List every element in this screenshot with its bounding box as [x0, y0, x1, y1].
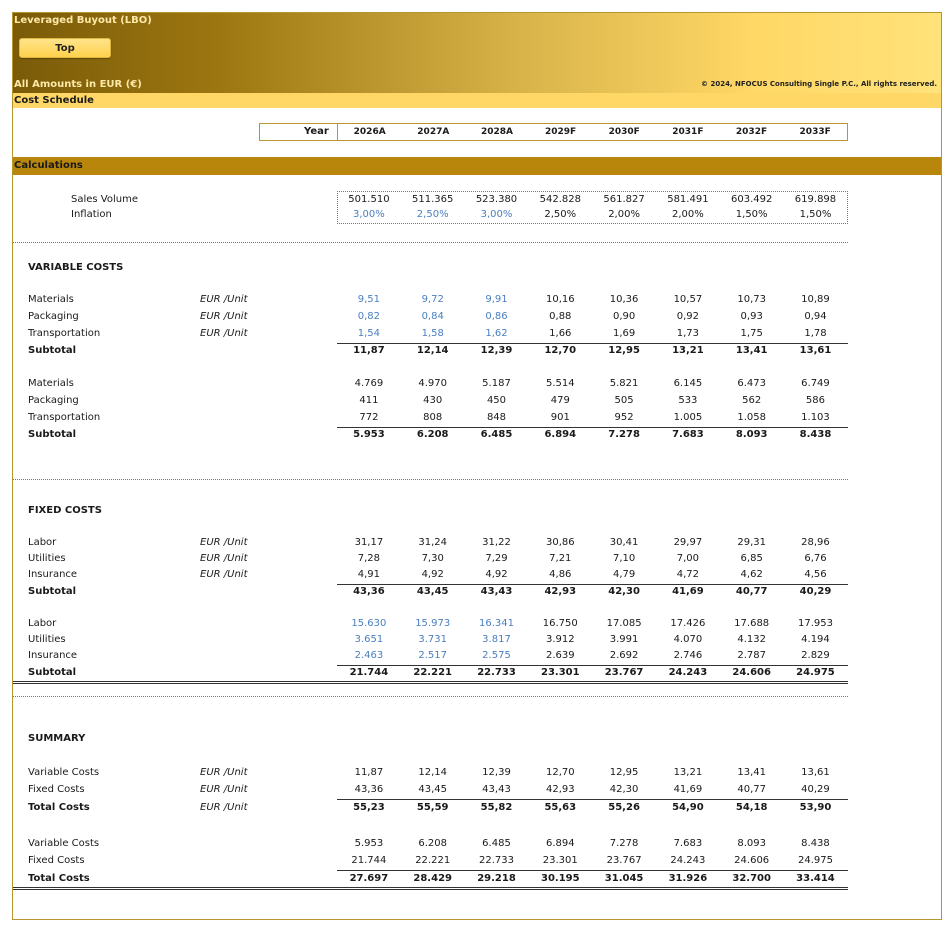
row-label: Utilities	[28, 634, 66, 645]
year-cell: 2026A	[353, 127, 386, 137]
cell-value: 8.438	[799, 429, 832, 440]
cell-value: 23.301	[542, 855, 578, 866]
top-button[interactable]: Top	[19, 38, 111, 58]
cell-value: 411	[359, 395, 379, 406]
cell-value: 1,75	[740, 328, 763, 339]
cell-value: 6.749	[801, 378, 830, 389]
cell-value: 13,41	[737, 767, 766, 778]
cell-value: 31,24	[418, 537, 448, 548]
cell-value: 12,14	[418, 767, 448, 778]
row-label: Utilities	[28, 553, 66, 564]
cell-value: 12,39	[480, 345, 513, 356]
table-row	[13, 634, 941, 648]
subtotal-row	[13, 667, 941, 681]
row-label: Sales Volume	[71, 194, 138, 205]
cell-value[interactable]: 1,62	[485, 328, 508, 339]
calculations-bar: Calculations	[13, 157, 941, 175]
double-divider	[13, 887, 848, 890]
cell-value: 772	[359, 412, 379, 423]
row-label: Insurance	[28, 650, 78, 661]
cell-value: 5.187	[482, 378, 511, 389]
cell-value: 5.953	[353, 429, 385, 440]
cell-value: 8.093	[737, 838, 766, 849]
cell-value: 3.912	[545, 634, 575, 645]
cell-value: 11,87	[354, 767, 384, 778]
table-row	[13, 855, 941, 869]
cell-value: 13,21	[672, 345, 704, 356]
cell-value: 8.438	[801, 838, 830, 849]
cell-value: 0,92	[676, 311, 700, 322]
cell-value: 24.243	[668, 667, 708, 678]
cell-value: 501.510	[348, 194, 390, 205]
cell-value: 430	[423, 395, 443, 406]
header-banner	[13, 13, 941, 93]
section-title: Cost Schedule	[13, 93, 941, 108]
table-row	[13, 569, 941, 583]
section-divider	[13, 479, 848, 480]
cell-value: 55,63	[544, 802, 577, 813]
year-cell: 2030F	[608, 127, 640, 137]
table-row	[13, 311, 941, 325]
cell-value[interactable]: 3,00%	[480, 209, 513, 220]
cell-value: 30,86	[545, 537, 575, 548]
cell-value: 4.070	[673, 634, 703, 645]
row-label: Transportation	[28, 328, 101, 339]
cell-value: 6.894	[544, 429, 577, 440]
cell-value: 619.898	[794, 194, 837, 205]
cell-value[interactable]: 3.817	[482, 634, 511, 645]
cell-value: 24.243	[670, 855, 706, 866]
cell-value: 23.767	[606, 855, 642, 866]
year-cell: 2031F	[672, 127, 704, 137]
cell-value: 43,36	[354, 784, 384, 795]
cell-value: 2,00%	[608, 209, 640, 220]
cell-value[interactable]: 3,00%	[353, 209, 385, 220]
cell-value[interactable]: 9,91	[485, 294, 508, 305]
cell-value: 24.606	[734, 855, 770, 866]
cell-value: 10,89	[801, 294, 830, 305]
cell-value: 23.301	[540, 667, 580, 678]
cell-value: 4,92	[485, 569, 508, 580]
cell-value: 31.045	[604, 873, 644, 884]
cell-value: 13,41	[735, 345, 768, 356]
year-cell: 2032F	[735, 127, 768, 137]
row-label: Total Costs	[28, 873, 90, 884]
cell-value[interactable]: 3.731	[418, 634, 448, 645]
subtotal-row	[13, 586, 941, 600]
year-cell: 2028A	[480, 127, 513, 137]
table-row	[13, 194, 941, 208]
cell-value: 10,57	[673, 294, 703, 305]
cell-value: 4.194	[801, 634, 830, 645]
unit-label: EUR /Unit	[200, 537, 248, 548]
cell-value: 2.746	[673, 650, 703, 661]
cell-value: 4,62	[740, 569, 763, 580]
cell-value: 12,70	[545, 767, 575, 778]
cell-value: 21.744	[351, 855, 387, 866]
cell-value: 0,88	[549, 311, 572, 322]
cell-value: 30.195	[540, 873, 580, 884]
unit-label: EUR /Unit	[200, 569, 248, 580]
cell-value: 1.103	[801, 412, 830, 423]
cell-value[interactable]: 2.463	[354, 650, 384, 661]
cell-value: 42,93	[545, 784, 575, 795]
cell-value: 40,77	[735, 586, 768, 597]
cell-value: 12,95	[609, 767, 639, 778]
model-title: Leveraged Buyout (LBO)	[14, 15, 152, 26]
cell-value[interactable]: 0,82	[357, 311, 381, 322]
cell-value: 55,26	[608, 802, 640, 813]
cell-value[interactable]: 1,54	[357, 328, 381, 339]
cell-value: 6.208	[418, 838, 448, 849]
total-row	[13, 802, 941, 816]
cell-value: 27.697	[349, 873, 389, 884]
cell-value[interactable]: 16.341	[478, 618, 514, 629]
cell-value: 6,85	[740, 553, 763, 564]
cell-value: 12,70	[544, 345, 577, 356]
table-row	[13, 767, 941, 781]
cell-value[interactable]: 15.630	[351, 618, 387, 629]
cell-value: 24.975	[796, 667, 835, 678]
cell-value: 13,21	[673, 767, 703, 778]
cell-value: 10,36	[609, 294, 639, 305]
cell-value: 33.414	[796, 873, 835, 884]
cell-value: 28.429	[413, 873, 452, 884]
cell-value: 542.828	[539, 194, 581, 205]
cell-value: 6.485	[482, 838, 511, 849]
cell-value: 2.639	[545, 650, 575, 661]
cell-value: 6.894	[545, 838, 575, 849]
row-label: Fixed Costs	[28, 855, 85, 866]
cell-value: 30,41	[609, 537, 639, 548]
cell-value: 479	[550, 395, 570, 406]
cell-value: 13,61	[801, 767, 830, 778]
cell-value: 43,36	[353, 586, 385, 597]
row-label: Subtotal	[28, 586, 77, 597]
row-label: Variable Costs	[28, 767, 100, 778]
cell-value: 7,00	[676, 553, 700, 564]
year-label: Year	[260, 124, 338, 140]
table-row	[13, 553, 941, 567]
cell-value: 586	[805, 395, 826, 406]
cell-value: 4,56	[804, 569, 827, 580]
year-cell: 2033F	[799, 127, 831, 137]
cell-value: 40,77	[737, 784, 766, 795]
cell-value: 29,31	[737, 537, 766, 548]
year-cell: 2029F	[544, 127, 577, 137]
cell-value: 42,30	[609, 784, 639, 795]
table-row	[13, 784, 941, 798]
row-label: Materials	[28, 378, 74, 389]
cell-value: 22.733	[477, 667, 516, 678]
divider	[337, 665, 848, 666]
cell-value: 42,93	[544, 586, 577, 597]
cell-value: 16.750	[542, 618, 578, 629]
cell-value: 55,59	[416, 802, 449, 813]
table-row	[13, 618, 941, 632]
cell-value: 43,43	[482, 784, 511, 795]
divider	[337, 584, 848, 585]
row-label: Materials	[28, 294, 74, 305]
cell-value: 17.953	[797, 618, 833, 629]
cell-value: 40,29	[799, 586, 832, 597]
cell-value: 31.926	[668, 873, 708, 884]
cell-value: 29.218	[477, 873, 516, 884]
table-row	[13, 537, 941, 551]
cell-value: 10,16	[545, 294, 575, 305]
cell-value: 42,30	[608, 586, 640, 597]
cell-value[interactable]: 2.575	[482, 650, 511, 661]
cell-value: 1.005	[673, 412, 703, 423]
cell-value: 22.221	[415, 855, 451, 866]
cell-value: 5.514	[545, 378, 575, 389]
row-label: Packaging	[28, 395, 79, 406]
cell-value: 2,00%	[671, 209, 704, 220]
cell-value: 2.829	[801, 650, 830, 661]
cell-value: 1,50%	[799, 209, 832, 220]
cell-value[interactable]: 1,58	[421, 328, 444, 339]
unit-label: EUR /Unit	[200, 294, 248, 305]
cell-value: 4.970	[418, 378, 448, 389]
cell-value: 2.787	[737, 650, 766, 661]
table-row	[13, 650, 941, 664]
table-row	[13, 838, 941, 852]
cell-value: 5.953	[354, 838, 384, 849]
cell-value: 4,72	[676, 569, 700, 580]
subtotal-row	[13, 429, 941, 443]
cell-value: 450	[486, 395, 507, 406]
cell-value: 55,23	[353, 802, 385, 813]
cell-value: 17.688	[734, 618, 770, 629]
cell-value: 4,86	[549, 569, 572, 580]
cell-value: 1.058	[737, 412, 766, 423]
cell-value: 2.692	[609, 650, 639, 661]
cell-value: 29,97	[673, 537, 703, 548]
cell-value[interactable]: 9,72	[421, 294, 444, 305]
cell-value: 1,73	[676, 328, 700, 339]
cell-value: 53,90	[799, 802, 832, 813]
cell-value: 4.132	[737, 634, 766, 645]
cell-value[interactable]: 15.973	[415, 618, 451, 629]
cell-value: 4.769	[354, 378, 384, 389]
cell-value: 7,29	[485, 553, 508, 564]
cell-value[interactable]: 2.517	[418, 650, 448, 661]
row-label: Subtotal	[28, 667, 77, 678]
cell-value: 5.821	[609, 378, 639, 389]
cell-value: 13,61	[799, 345, 832, 356]
cell-value: 7,10	[612, 553, 636, 564]
cell-value: 12,95	[608, 345, 640, 356]
cell-value: 55,82	[480, 802, 513, 813]
divider	[337, 870, 848, 871]
cell-value: 43,45	[416, 586, 449, 597]
unit-label: EUR /Unit	[200, 553, 248, 564]
cell-value: 7,30	[421, 553, 444, 564]
cell-value[interactable]: 3.651	[354, 634, 384, 645]
cell-value: 1,78	[804, 328, 827, 339]
cell-value: 7,21	[549, 553, 572, 564]
unit-label: EUR /Unit	[200, 311, 248, 322]
cell-value: 952	[614, 412, 634, 423]
cell-value: 31,22	[482, 537, 511, 548]
unit-label: EUR /Unit	[200, 328, 248, 339]
row-label: Insurance	[28, 569, 78, 580]
cell-value: 32.700	[732, 873, 771, 884]
cell-value[interactable]: 0,84	[421, 311, 444, 322]
cell-value: 11,87	[353, 345, 385, 356]
currency-note: All Amounts in EUR (€)	[14, 79, 142, 90]
copyright: © 2024, NFOCUS Consulting Single P.C., All rights reserved.	[701, 80, 937, 88]
cell-value: 561.827	[603, 194, 645, 205]
cell-value: 4,92	[421, 569, 444, 580]
cell-value[interactable]: 2,50%	[416, 209, 449, 220]
cell-value: 1,69	[612, 328, 636, 339]
cell-value: 8.093	[735, 429, 768, 440]
unit-label: EUR /Unit	[200, 802, 248, 813]
cell-value: 23.767	[604, 667, 644, 678]
row-label: Fixed Costs	[28, 784, 85, 795]
cell-value: 43,45	[418, 784, 448, 795]
cell-value: 581.491	[667, 194, 709, 205]
cell-value: 2,50%	[544, 209, 577, 220]
cell-value: 22.221	[413, 667, 452, 678]
cell-value: 54,18	[735, 802, 768, 813]
cell-value: 12,39	[482, 767, 511, 778]
cell-value[interactable]: 9,51	[357, 294, 381, 305]
cell-value: 6.485	[480, 429, 513, 440]
cell-value: 848	[486, 412, 507, 423]
year-header-row	[259, 123, 848, 141]
table-row	[13, 328, 941, 342]
spreadsheet	[12, 12, 942, 920]
section-header: SUMMARY	[28, 733, 86, 744]
section-header: VARIABLE COSTS	[28, 262, 124, 273]
cell-value: 12,14	[416, 345, 449, 356]
cell-value: 6,76	[804, 553, 827, 564]
cell-value: 6.473	[737, 378, 766, 389]
row-label: Subtotal	[28, 345, 77, 356]
cell-value: 6.145	[673, 378, 703, 389]
cell-value: 4,79	[612, 569, 636, 580]
table-row	[13, 294, 941, 308]
subtotal-row	[13, 345, 941, 359]
cell-value: 7.278	[608, 429, 640, 440]
table-row	[13, 209, 941, 223]
cell-value: 1,66	[549, 328, 572, 339]
table-row	[13, 395, 941, 409]
cell-value: 0,90	[612, 311, 636, 322]
cell-value: 28,96	[801, 537, 830, 548]
total-row	[13, 873, 941, 887]
cell-value: 40,29	[801, 784, 830, 795]
divider	[337, 799, 848, 800]
table-row	[13, 412, 941, 426]
cell-value[interactable]: 0,86	[485, 311, 508, 322]
row-label: Transportation	[28, 412, 101, 423]
divider	[337, 427, 848, 428]
table-row	[13, 378, 941, 392]
unit-label: EUR /Unit	[200, 767, 248, 778]
cell-value: 808	[423, 412, 443, 423]
cell-value: 17.426	[670, 618, 706, 629]
cell-value: 7.683	[673, 838, 703, 849]
cell-value: 0,94	[804, 311, 827, 322]
cell-value: 511.365	[412, 194, 454, 205]
cell-value: 523.380	[475, 194, 518, 205]
cell-value: 54,90	[672, 802, 704, 813]
row-label: Packaging	[28, 311, 79, 322]
cell-value: 7,28	[357, 553, 381, 564]
cell-value: 533	[678, 395, 698, 406]
cell-value: 10,73	[737, 294, 766, 305]
cell-value: 901	[550, 412, 570, 423]
cell-value: 505	[614, 395, 634, 406]
section-divider	[13, 242, 848, 243]
cell-value: 22.733	[478, 855, 514, 866]
cell-value: 17.085	[606, 618, 642, 629]
cell-value: 3.991	[609, 634, 639, 645]
cell-value: 0,93	[740, 311, 763, 322]
cell-value: 1,50%	[735, 209, 768, 220]
section-header: FIXED COSTS	[28, 505, 102, 516]
row-label: Labor	[28, 618, 57, 629]
row-label: Labor	[28, 537, 57, 548]
double-divider	[13, 681, 848, 684]
cell-value: 31,17	[354, 537, 384, 548]
row-label: Subtotal	[28, 429, 77, 440]
section-divider	[13, 696, 848, 697]
year-cell: 2027A	[417, 127, 450, 137]
row-label: Total Costs	[28, 802, 90, 813]
cell-value: 7.278	[609, 838, 639, 849]
cell-value: 24.975	[797, 855, 833, 866]
cell-value: 41,69	[673, 784, 703, 795]
cell-value: 7.683	[672, 429, 704, 440]
cell-value: 4,91	[357, 569, 381, 580]
row-label: Inflation	[71, 209, 112, 220]
divider	[337, 343, 848, 344]
cell-value: 21.744	[349, 667, 389, 678]
cell-value: 24.606	[732, 667, 771, 678]
cell-value: 603.492	[731, 194, 773, 205]
cell-value: 6.208	[416, 429, 449, 440]
row-label: Variable Costs	[28, 838, 100, 849]
cell-value: 562	[742, 395, 762, 406]
cell-value: 43,43	[480, 586, 513, 597]
cell-value: 41,69	[672, 586, 704, 597]
unit-label: EUR /Unit	[200, 784, 248, 795]
